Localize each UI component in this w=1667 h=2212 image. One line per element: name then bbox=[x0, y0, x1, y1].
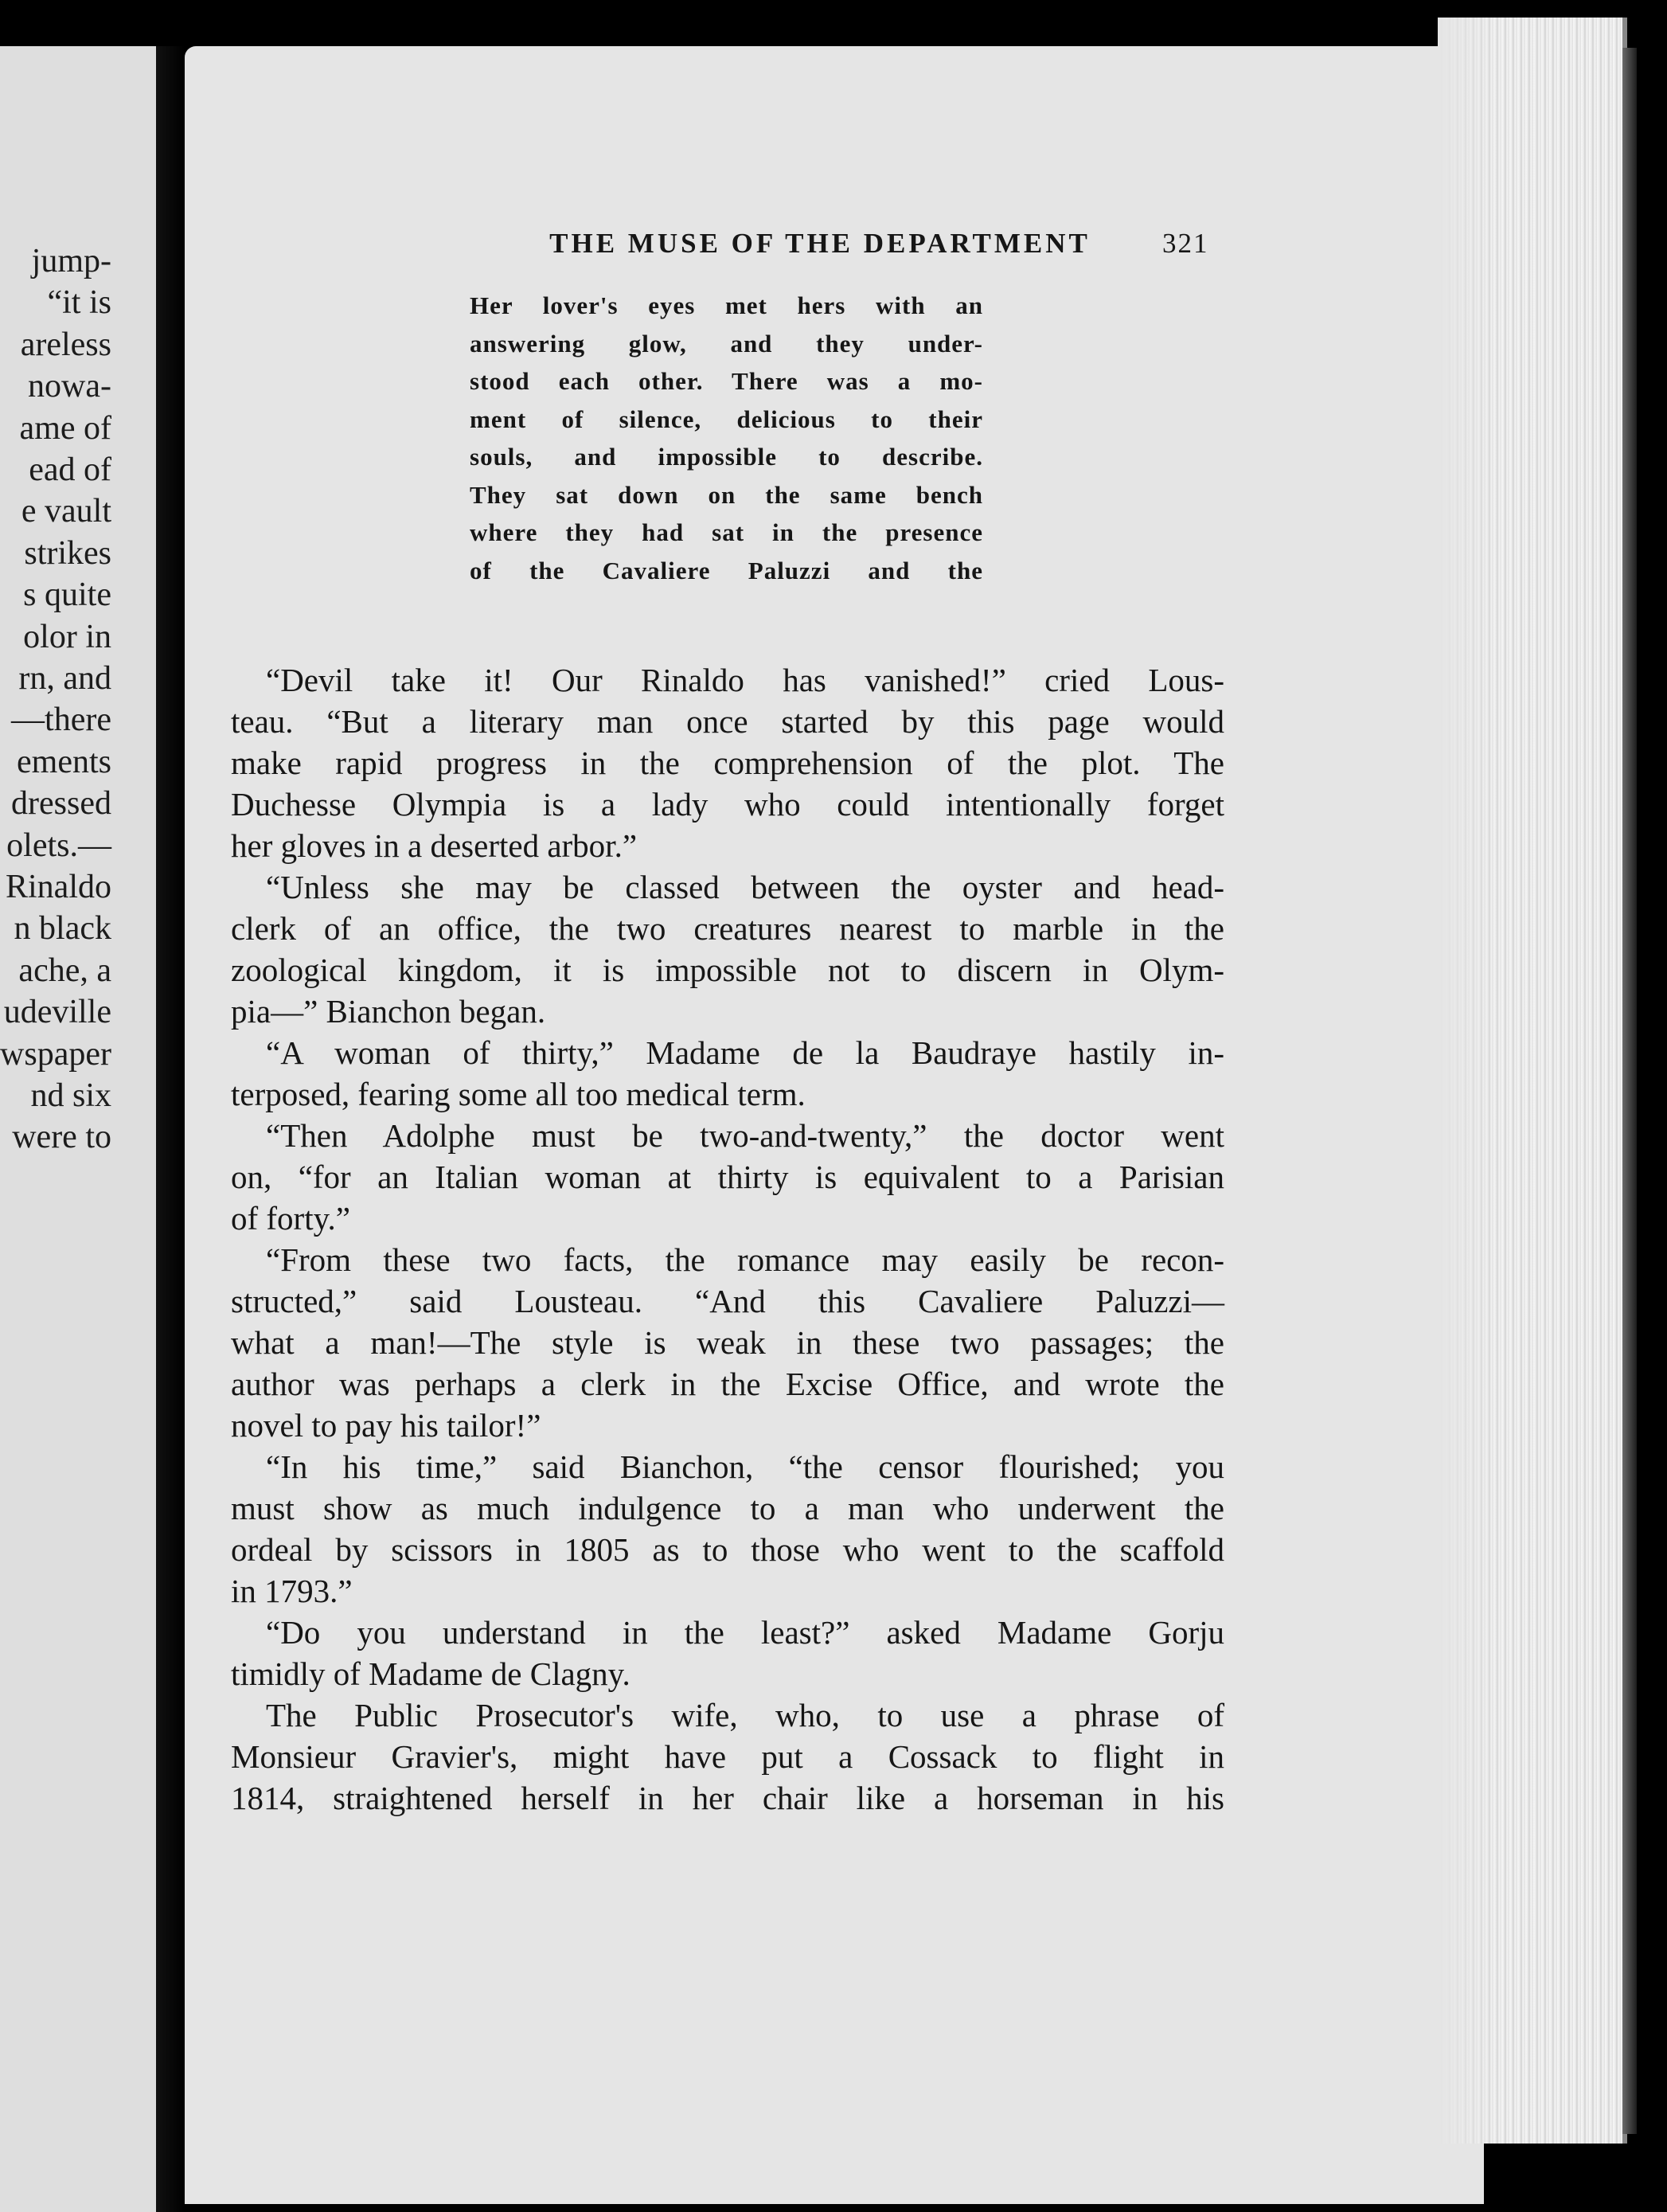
left-page-line: ame of bbox=[19, 409, 111, 447]
left-page-line: udeville bbox=[3, 994, 111, 1031]
left-page-line: olor in bbox=[23, 618, 111, 655]
body-line: “Unless she may be classed between the oyster and head- bbox=[266, 869, 1224, 905]
body-line: Duchesse Olympia is a lady who could intentionally forget bbox=[231, 786, 1224, 823]
body-text bbox=[231, 659, 1224, 1819]
left-page-line: strikes bbox=[24, 534, 111, 572]
excerpt-line: stood each other. There was a mo- bbox=[470, 367, 983, 395]
excerpt-line: of the Cavaliere Paluzzi and the bbox=[470, 556, 983, 584]
left-page-line: ache, a bbox=[18, 952, 111, 989]
body-line: “From these two facts, the romance may easily be recon- bbox=[266, 1241, 1224, 1278]
left-page-line: nd six bbox=[30, 1077, 111, 1114]
running-head: THE MUSE OF THE DEPARTMENT bbox=[549, 228, 1091, 259]
body-line: “A woman of thirty,” Madame de la Baudraye hastily in- bbox=[266, 1034, 1224, 1071]
body-line: novel to pay his tailor!” bbox=[231, 1407, 541, 1444]
left-page-line: —there bbox=[11, 702, 111, 739]
body-line: terposed, fearing some all too medical term. bbox=[231, 1076, 806, 1112]
page-edge-shade bbox=[1438, 18, 1501, 2144]
novel-excerpt bbox=[470, 287, 983, 589]
left-page-line: olets.— bbox=[6, 827, 111, 864]
body-line: zoological kingdom, it is impossible not to discern in Olym- bbox=[231, 952, 1224, 988]
body-line: author was perhaps a clerk in the Excise Office, and wrote the bbox=[231, 1366, 1224, 1402]
left-page-line: n black bbox=[14, 910, 111, 948]
body-line: structed,” said Lousteau. “And this Cavaliere Paluzzi— bbox=[231, 1283, 1224, 1319]
body-line: ordeal by scissors in 1805 as to those who went to the scaffold bbox=[231, 1531, 1224, 1568]
body-line: “Then Adolphe must be two-and-twenty,” the doctor went bbox=[266, 1117, 1224, 1154]
body-line: clerk of an office, the two creatures nearest to marble in the bbox=[231, 910, 1224, 947]
left-page-line: s quite bbox=[23, 576, 111, 614]
excerpt-line: ment of silence, delicious to their bbox=[470, 404, 983, 433]
body-line: what a man!—The style is weak in these two passages; the bbox=[231, 1324, 1224, 1361]
excerpt-line: souls, and impossible to describe. bbox=[470, 443, 983, 471]
body-line: on, “for an Italian woman at thirty is equivalent to a Parisian bbox=[231, 1159, 1224, 1195]
body-line: Monsieur Gravier's, might have put a Cossack to flight in bbox=[231, 1738, 1224, 1775]
body-line: “Do you understand in the least?” asked Madame Gorju bbox=[266, 1614, 1224, 1651]
left-page-line: were to bbox=[12, 1119, 111, 1156]
excerpt-line: answering glow, and they under- bbox=[470, 329, 983, 358]
left-page-line: ements bbox=[17, 743, 111, 780]
left-page-line: Rinaldo bbox=[6, 869, 111, 905]
body-line: pia—” Bianchon began. bbox=[231, 993, 546, 1030]
book-gutter bbox=[156, 46, 185, 2212]
body-line: The Public Prosecutor's wife, who, to use a phrase of bbox=[266, 1697, 1224, 1733]
excerpt-line: They sat down on the same bench bbox=[470, 480, 983, 509]
left-page-line: “it is bbox=[47, 284, 111, 322]
body-line: teau. “But a literary man once started by this page would bbox=[231, 703, 1224, 740]
body-line: must show as much indulgence to a man who underwent the bbox=[231, 1490, 1224, 1526]
left-page-line: wspaper bbox=[0, 1035, 111, 1073]
body-line: make rapid progress in the comprehension of the plot. The bbox=[231, 744, 1224, 781]
body-line: in 1793.” bbox=[231, 1573, 353, 1609]
left-page-line: areless bbox=[20, 326, 111, 363]
left-page-line: dressed bbox=[11, 785, 111, 823]
body-line: “In his time,” said Bianchon, “the censor flourished; you bbox=[266, 1448, 1224, 1485]
book-cover-edge bbox=[1622, 48, 1637, 2134]
body-line: her gloves in a deserted arbor.” bbox=[231, 827, 638, 864]
body-line: 1814, straightened herself in her chair like a horseman in his bbox=[231, 1780, 1224, 1816]
left-page-line: nowa- bbox=[28, 368, 111, 405]
left-page-line: ead of bbox=[29, 451, 111, 488]
excerpt-line: where they had sat in the presence bbox=[470, 518, 983, 546]
left-facing-page bbox=[0, 46, 158, 2212]
left-page-line: jump- bbox=[31, 243, 111, 279]
body-line: timidly of Madame de Clagny. bbox=[231, 1655, 630, 1692]
excerpt-line: Her lover's eyes met hers with an bbox=[470, 291, 983, 319]
body-line: “Devil take it! Our Rinaldo has vanished!” cried Lous- bbox=[266, 662, 1224, 698]
left-page-line: rn, and bbox=[18, 660, 111, 697]
left-page-line: e vault bbox=[21, 493, 111, 530]
page-number: 321 bbox=[1162, 228, 1209, 259]
body-line: of forty.” bbox=[231, 1200, 350, 1237]
